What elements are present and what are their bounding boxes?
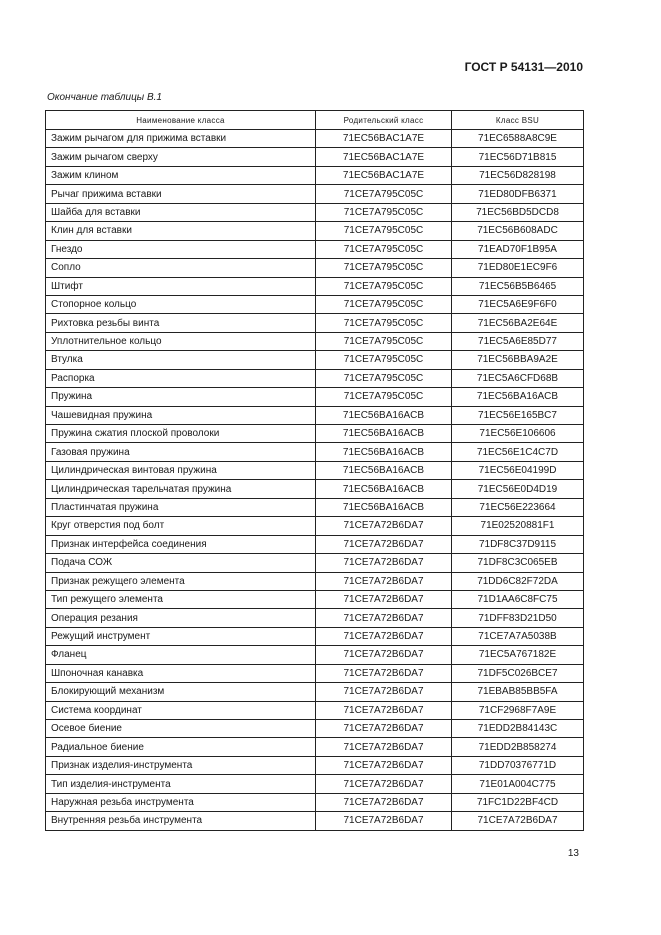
class-name-cell: Зажим клином bbox=[46, 166, 316, 184]
table-row bbox=[46, 738, 584, 756]
class-name-cell: Подача СОЖ bbox=[46, 554, 316, 572]
bsu-class-cell: 71CE7A7A5038B bbox=[452, 627, 584, 645]
parent-class-cell: 71CE7A72B6DA7 bbox=[316, 609, 452, 627]
table-row bbox=[46, 646, 584, 664]
bsu-class-cell: 71CF2968F7A9E bbox=[452, 701, 584, 719]
bsu-class-cell: 71EC56BBA9A2E bbox=[452, 351, 584, 369]
parent-class-cell: 71CE7A795C05C bbox=[316, 259, 452, 277]
table-row bbox=[46, 406, 584, 424]
table-row bbox=[46, 775, 584, 793]
class-name-cell: Радиальное биение bbox=[46, 738, 316, 756]
table-row bbox=[46, 609, 584, 627]
parent-class-cell: 71CE7A72B6DA7 bbox=[316, 701, 452, 719]
parent-class-cell: 71EC56BAC1A7E bbox=[316, 166, 452, 184]
parent-class-cell: 71CE7A72B6DA7 bbox=[316, 720, 452, 738]
class-name-cell: Осевое биение bbox=[46, 720, 316, 738]
class-name-cell: Пластинчатая пружина bbox=[46, 498, 316, 516]
parent-class-cell: 71CE7A72B6DA7 bbox=[316, 517, 452, 535]
table-row bbox=[46, 517, 584, 535]
bsu-class-cell: 71EDD2B84143C bbox=[452, 720, 584, 738]
bsu-class-cell: 71E02520881F1 bbox=[452, 517, 584, 535]
class-name-cell: Штифт bbox=[46, 277, 316, 295]
bsu-class-cell: 71EC56BA16ACB bbox=[452, 388, 584, 406]
parent-class-cell: 71CE7A72B6DA7 bbox=[316, 572, 452, 590]
class-name-cell: Признак интерфейса соединения bbox=[46, 535, 316, 553]
table-row bbox=[46, 332, 584, 350]
table-row bbox=[46, 203, 584, 221]
class-name-cell: Система координат bbox=[46, 701, 316, 719]
table-row bbox=[46, 351, 584, 369]
table-row bbox=[46, 240, 584, 258]
parent-class-cell: 71EC56BA16ACB bbox=[316, 461, 452, 479]
table-row bbox=[46, 793, 584, 811]
bsu-class-cell: 71EC56E1C4C7D bbox=[452, 443, 584, 461]
class-name-cell: Цилиндрическая винтовая пружина bbox=[46, 461, 316, 479]
parent-class-cell: 71EC56BAC1A7E bbox=[316, 130, 452, 148]
document-code: ГОСТ Р 54131—2010 bbox=[464, 60, 583, 74]
bsu-class-cell: 71EC56E223664 bbox=[452, 498, 584, 516]
parent-class-cell: 71CE7A795C05C bbox=[316, 203, 452, 221]
class-name-cell: Распорка bbox=[46, 369, 316, 387]
table-row bbox=[46, 554, 584, 572]
parent-class-cell: 71CE7A72B6DA7 bbox=[316, 812, 452, 830]
bsu-class-cell: 71EC56D828198 bbox=[452, 166, 584, 184]
class-name-cell: Стопорное кольцо bbox=[46, 295, 316, 313]
bsu-class-cell: 71EC56E106606 bbox=[452, 425, 584, 443]
bsu-class-cell: 71EC56E0D4D19 bbox=[452, 480, 584, 498]
bsu-class-cell: 71ED80DFB6371 bbox=[452, 185, 584, 203]
parent-class-cell: 71CE7A72B6DA7 bbox=[316, 535, 452, 553]
parent-class-cell: 71EC56BA16ACB bbox=[316, 480, 452, 498]
bsu-class-cell: 71EC56B608ADC bbox=[452, 222, 584, 240]
parent-class-cell: 71EC56BA16ACB bbox=[316, 425, 452, 443]
table-row bbox=[46, 130, 584, 148]
class-name-cell: Пружина сжатия плоской проволоки bbox=[46, 425, 316, 443]
table-row bbox=[46, 572, 584, 590]
class-name-cell: Круг отверстия под болт bbox=[46, 517, 316, 535]
class-name-cell: Шайба для вставки bbox=[46, 203, 316, 221]
bsu-class-cell: 71DF8C3C065EB bbox=[452, 554, 584, 572]
bsu-class-cell: 71EC56BD5DCD8 bbox=[452, 203, 584, 221]
bsu-class-cell: 71EBAB85BB5FA bbox=[452, 683, 584, 701]
bsu-class-cell: 71EC5A767182E bbox=[452, 646, 584, 664]
parent-class-cell: 71CE7A72B6DA7 bbox=[316, 627, 452, 645]
table-row bbox=[46, 277, 584, 295]
table-row bbox=[46, 295, 584, 313]
class-name-cell: Признак изделия-инструмента bbox=[46, 756, 316, 774]
bsu-class-cell: 71EAD70F1B95A bbox=[452, 240, 584, 258]
parent-class-cell: 71CE7A795C05C bbox=[316, 185, 452, 203]
bsu-class-cell: 71DD6C82F72DA bbox=[452, 572, 584, 590]
table-row bbox=[46, 535, 584, 553]
class-name-cell: Тип изделия-инструмента bbox=[46, 775, 316, 793]
table-row bbox=[46, 166, 584, 184]
class-name-cell: Гнездо bbox=[46, 240, 316, 258]
table-row bbox=[46, 498, 584, 516]
bsu-class-cell: 71ED80E1EC9F6 bbox=[452, 259, 584, 277]
parent-class-cell: 71EC56BAC1A7E bbox=[316, 148, 452, 166]
class-name-cell: Зажим рычагом для прижима вставки bbox=[46, 130, 316, 148]
table-header-row bbox=[46, 111, 584, 130]
class-name-cell: Внутренняя резьба инструмента bbox=[46, 812, 316, 830]
bsu-class-cell: 71DF5C026BCE7 bbox=[452, 664, 584, 682]
class-name-cell: Рычаг прижима вставки bbox=[46, 185, 316, 203]
table-row bbox=[46, 590, 584, 608]
bsu-class-cell: 71EC5A6CFD68B bbox=[452, 369, 584, 387]
table-row bbox=[46, 461, 584, 479]
column-header-bsu-class: Класс BSU bbox=[452, 111, 584, 130]
table-row bbox=[46, 720, 584, 738]
class-table bbox=[45, 110, 584, 831]
parent-class-cell: 71CE7A795C05C bbox=[316, 351, 452, 369]
bsu-class-cell: 71EC56E04199D bbox=[452, 461, 584, 479]
bsu-class-cell: 71EC6588A8C9E bbox=[452, 130, 584, 148]
class-name-cell: Блокирующий механизм bbox=[46, 683, 316, 701]
table-row bbox=[46, 185, 584, 203]
class-name-cell: Втулка bbox=[46, 351, 316, 369]
parent-class-cell: 71EC56BA16ACB bbox=[316, 498, 452, 516]
bsu-class-cell: 71EC56D71B815 bbox=[452, 148, 584, 166]
table-row bbox=[46, 701, 584, 719]
class-name-cell: Режущий инструмент bbox=[46, 627, 316, 645]
column-header-class-name: Наименование класса bbox=[46, 111, 316, 130]
parent-class-cell: 71CE7A795C05C bbox=[316, 388, 452, 406]
table-row bbox=[46, 812, 584, 830]
parent-class-cell: 71CE7A795C05C bbox=[316, 369, 452, 387]
parent-class-cell: 71CE7A795C05C bbox=[316, 222, 452, 240]
class-name-cell: Зажим рычагом сверху bbox=[46, 148, 316, 166]
class-name-cell: Рихтовка резьбы винта bbox=[46, 314, 316, 332]
parent-class-cell: 71CE7A72B6DA7 bbox=[316, 664, 452, 682]
class-name-cell: Чашевидная пружина bbox=[46, 406, 316, 424]
parent-class-cell: 71CE7A72B6DA7 bbox=[316, 590, 452, 608]
class-name-cell: Цилиндрическая тарельчатая пружина bbox=[46, 480, 316, 498]
parent-class-cell: 71CE7A795C05C bbox=[316, 240, 452, 258]
parent-class-cell: 71CE7A72B6DA7 bbox=[316, 793, 452, 811]
bsu-class-cell: 71EDD2B858274 bbox=[452, 738, 584, 756]
class-name-cell: Тип режущего элемента bbox=[46, 590, 316, 608]
table-row bbox=[46, 664, 584, 682]
parent-class-cell: 71CE7A795C05C bbox=[316, 314, 452, 332]
table-row bbox=[46, 222, 584, 240]
parent-class-cell: 71CE7A72B6DA7 bbox=[316, 738, 452, 756]
parent-class-cell: 71CE7A795C05C bbox=[316, 277, 452, 295]
table-caption: Окончание таблицы В.1 bbox=[47, 92, 162, 103]
bsu-class-cell: 71CE7A72B6DA7 bbox=[452, 812, 584, 830]
parent-class-cell: 71EC56BA16ACB bbox=[316, 406, 452, 424]
class-name-cell: Сопло bbox=[46, 259, 316, 277]
table-row bbox=[46, 756, 584, 774]
table-row bbox=[46, 369, 584, 387]
class-name-cell: Наружная резьба инструмента bbox=[46, 793, 316, 811]
class-name-cell: Признак режущего элемента bbox=[46, 572, 316, 590]
parent-class-cell: 71CE7A795C05C bbox=[316, 332, 452, 350]
parent-class-cell: 71CE7A795C05C bbox=[316, 295, 452, 313]
class-name-cell: Уплотнительное кольцо bbox=[46, 332, 316, 350]
class-name-cell: Шпоночная канавка bbox=[46, 664, 316, 682]
column-header-parent-class: Родительский класс bbox=[316, 111, 452, 130]
parent-class-cell: 71CE7A72B6DA7 bbox=[316, 646, 452, 664]
class-name-cell: Фланец bbox=[46, 646, 316, 664]
parent-class-cell: 71CE7A72B6DA7 bbox=[316, 756, 452, 774]
table-row bbox=[46, 314, 584, 332]
bsu-class-cell: 71FC1D22BF4CD bbox=[452, 793, 584, 811]
table-row bbox=[46, 480, 584, 498]
class-name-cell: Операция резания bbox=[46, 609, 316, 627]
bsu-class-cell: 71DFF83D21D50 bbox=[452, 609, 584, 627]
table-row bbox=[46, 683, 584, 701]
table-row bbox=[46, 148, 584, 166]
parent-class-cell: 71CE7A72B6DA7 bbox=[316, 683, 452, 701]
table-row bbox=[46, 627, 584, 645]
bsu-class-cell: 71E01A004C775 bbox=[452, 775, 584, 793]
bsu-class-cell: 71EC56B5B6465 bbox=[452, 277, 584, 295]
table-row bbox=[46, 425, 584, 443]
class-name-cell: Пружина bbox=[46, 388, 316, 406]
parent-class-cell: 71CE7A72B6DA7 bbox=[316, 554, 452, 572]
class-name-cell: Клин для вставки bbox=[46, 222, 316, 240]
table-row bbox=[46, 388, 584, 406]
class-name-cell: Газовая пружина bbox=[46, 443, 316, 461]
bsu-class-cell: 71EC5A6E9F6F0 bbox=[452, 295, 584, 313]
page-number: 13 bbox=[567, 848, 579, 859]
bsu-class-cell: 71EC56E165BC7 bbox=[452, 406, 584, 424]
bsu-class-cell: 71EC56BA2E64E bbox=[452, 314, 584, 332]
bsu-class-cell: 71DF8C37D9115 bbox=[452, 535, 584, 553]
bsu-class-cell: 71D1AA6C8FC75 bbox=[452, 590, 584, 608]
table-row bbox=[46, 443, 584, 461]
parent-class-cell: 71CE7A72B6DA7 bbox=[316, 775, 452, 793]
bsu-class-cell: 71EC5A6E85D77 bbox=[452, 332, 584, 350]
parent-class-cell: 71EC56BA16ACB bbox=[316, 443, 452, 461]
bsu-class-cell: 71DD70376771D bbox=[452, 756, 584, 774]
table-row bbox=[46, 259, 584, 277]
